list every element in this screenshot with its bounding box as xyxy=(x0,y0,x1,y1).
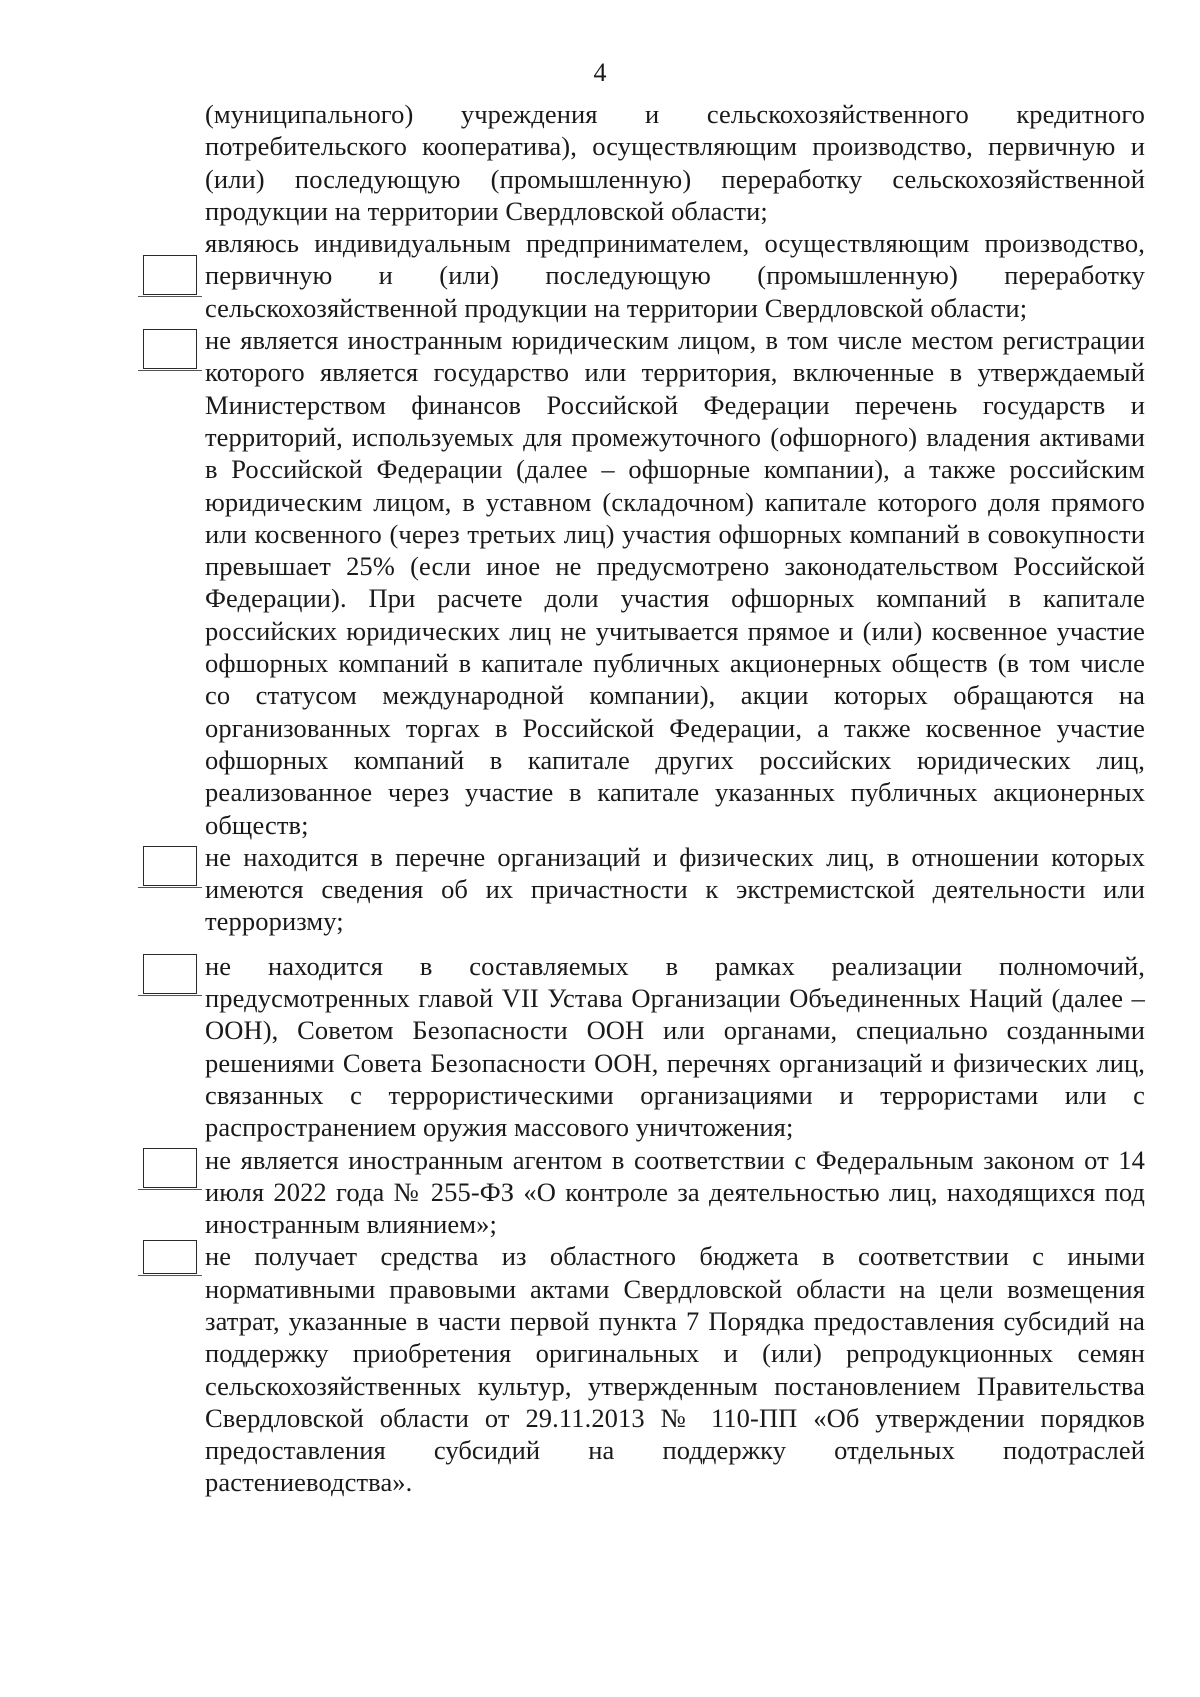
page-number: 4 xyxy=(593,58,607,87)
checkbox-not-foreign-legal-entity[interactable] xyxy=(143,329,197,369)
paragraph-text: не получает средства из областного бюджета в соответствии с иными нормативными правовыми актами Свердловской области на цели возмещения затрат, указанные в части первой пункта 7 Порядка предоставления субсидий на поддержку приобретения оригинальных и (или) репродукционных семян сельскохозяйственных культур, утвержденным постановлением Правительства Свердловской области от 29.11.2013 № 110-ПП «Об утверждении порядков предоставления субсидий на поддержку отдельных подотраслей растениеводства». xyxy=(205,1241,1145,1498)
option-not-foreign-agent xyxy=(205,1144,1145,1241)
checkbox-no-regional-budget-funds[interactable] xyxy=(143,1240,197,1274)
paragraph-text: не является иностранным агентом в соответствии с Федеральным законом от 14 июля 2022 года № 255-ФЗ «О контроле за деятельностью лиц, находящихся под иностранным влиянием»; xyxy=(205,1144,1145,1240)
document-body xyxy=(0,98,1200,1499)
option-not-extremist-list xyxy=(205,841,1145,938)
option-no-regional-budget-funds xyxy=(205,1240,1145,1498)
checkbox-not-un-sanctions-list[interactable] xyxy=(143,954,197,994)
paragraph-text: являюсь индивидуальным предпринимателем, осуществляющим производство, первичную и (или) последующую (промышленную) переработку сельскохозяйственной продукции на территории Свердловской области; xyxy=(205,228,1145,323)
paragraph-text: не находится в перечне организаций и физических лиц, в отношении которых имеются сведения об их причастности к экстремистской деятельности или терроризму; xyxy=(205,841,1145,937)
checkbox-not-extremist-list[interactable] xyxy=(143,846,197,886)
checkbox-individual-entrepreneur[interactable] xyxy=(143,255,197,295)
paragraph-intro-continuation xyxy=(205,98,1145,227)
option-individual-entrepreneur xyxy=(205,227,1145,324)
checkbox-not-foreign-agent[interactable] xyxy=(143,1148,197,1188)
paragraph-text: не является иностранным юридическим лицом, в том числе местом регистрации которого является государство или территория, включенные в утверждаемый Министерством финансов Российской Федерации перечень государств и территорий, используемых для промежуточного (офшорного) владения активами в Российской Федерации (далее – офшорные компании), а также российским юридическим лицом, в уставном (складочном) капитале которого доля прямого или косвенного (через третьих лиц) участия офшорных компаний в совокупности превышает 25% (если иное не предусмотрено законодательством Российской Федерации). При расчете доли участия офшорных компаний в капитале российских юридических лиц не учитывается прямое и (или) косвенное участие офшорных компаний в капитале публичных акционерных обществ (в том числе со статусом международной компании), акции которых обращаются на организованных торгах в Российской Федерации, а также косвенное участие офшорных компаний в капитале других российских юридических лиц, реализованное через участие в капитале указанных публичных акционерных обществ; xyxy=(205,325,1145,840)
paragraph-text: не находится в составляемых в рамках реализации полномочий, предусмотренных главой VII Устава Организации Объединенных Наций (далее – ООН), Советом Безопасности ООН или органами, специально созданными решениями Совета Безопасности ООН, перечнях организаций и физических лиц, связанных с террористическими организациями и террористами или с распространением оружия массового уничтожения; xyxy=(205,950,1145,1143)
option-not-foreign-legal-entity xyxy=(205,324,1145,841)
paragraph-text: (муниципального) учреждения и сельскохозяйственного кредитного потребительского кооператива), осуществляющим производство, первичную и (или) последующую (промышленную) переработку сельскохозяйственной продукции на территории Свердловской области; xyxy=(205,99,1145,226)
option-not-un-sanctions-list xyxy=(205,950,1145,1144)
